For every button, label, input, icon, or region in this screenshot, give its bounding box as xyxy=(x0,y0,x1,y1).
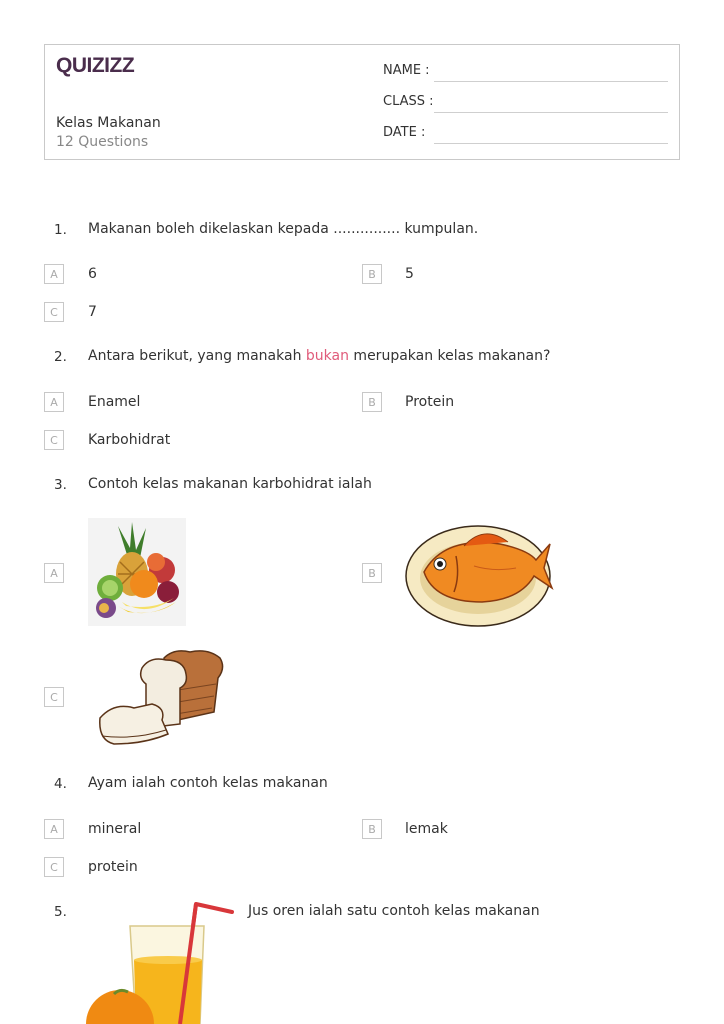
question-number: 2. xyxy=(54,349,67,365)
question-text: Jus oren ialah satu contoh kelas makanan xyxy=(248,903,540,919)
name-line xyxy=(434,81,668,82)
question-text-part: Antara berikut, yang manakah xyxy=(88,348,306,364)
question-text: Ayam ialah contoh kelas makanan xyxy=(88,775,328,791)
option-letter: B xyxy=(362,392,382,412)
option-text: Karbohidrat xyxy=(88,432,171,448)
question-text: Contoh kelas makanan karbohidrat ialah xyxy=(88,476,372,492)
class-line xyxy=(434,112,668,113)
option-letter: A xyxy=(44,563,64,583)
option-letter: A xyxy=(44,819,64,839)
option-letter: A xyxy=(44,264,64,284)
quizizz-logo: QUIZIZZ xyxy=(56,54,135,77)
worksheet-title: Kelas Makanan xyxy=(56,115,161,131)
fruits-image xyxy=(88,518,186,626)
question-number: 4. xyxy=(54,776,67,792)
question-number: 5. xyxy=(54,904,67,920)
option-letter: A xyxy=(44,392,64,412)
option-letter: B xyxy=(362,563,382,583)
option-text: lemak xyxy=(405,821,448,837)
option-text: Enamel xyxy=(88,394,141,410)
question-count: 12 Questions xyxy=(56,134,149,150)
date-line xyxy=(434,143,668,144)
option-text: mineral xyxy=(88,821,142,837)
question-number: 1. xyxy=(54,222,67,238)
question-text xyxy=(88,348,550,364)
question-text: Makanan boleh dikelaskan kepada ............... kumpulan. xyxy=(88,221,479,237)
highlighted-word: bukan xyxy=(305,348,349,364)
option-text: 6 xyxy=(88,266,97,282)
option-text: protein xyxy=(88,859,138,875)
option-letter: B xyxy=(362,264,382,284)
option-text: 7 xyxy=(88,304,97,320)
question-text-part: merupakan kelas makanan? xyxy=(348,348,551,364)
option-letter: C xyxy=(44,857,64,877)
option-letter: C xyxy=(44,302,64,322)
option-letter: C xyxy=(44,687,64,707)
date-label: DATE : xyxy=(383,125,426,140)
option-text: Protein xyxy=(405,394,455,410)
name-label: NAME : xyxy=(383,63,430,78)
bread-slices-image xyxy=(94,648,228,748)
class-label: CLASS : xyxy=(383,94,434,109)
option-letter: B xyxy=(362,819,382,839)
fish-on-plate-image xyxy=(404,516,554,630)
question-number: 3. xyxy=(54,477,67,493)
orange-juice-image xyxy=(84,898,238,1024)
option-letter: C xyxy=(44,430,64,450)
option-text: 5 xyxy=(405,266,414,282)
